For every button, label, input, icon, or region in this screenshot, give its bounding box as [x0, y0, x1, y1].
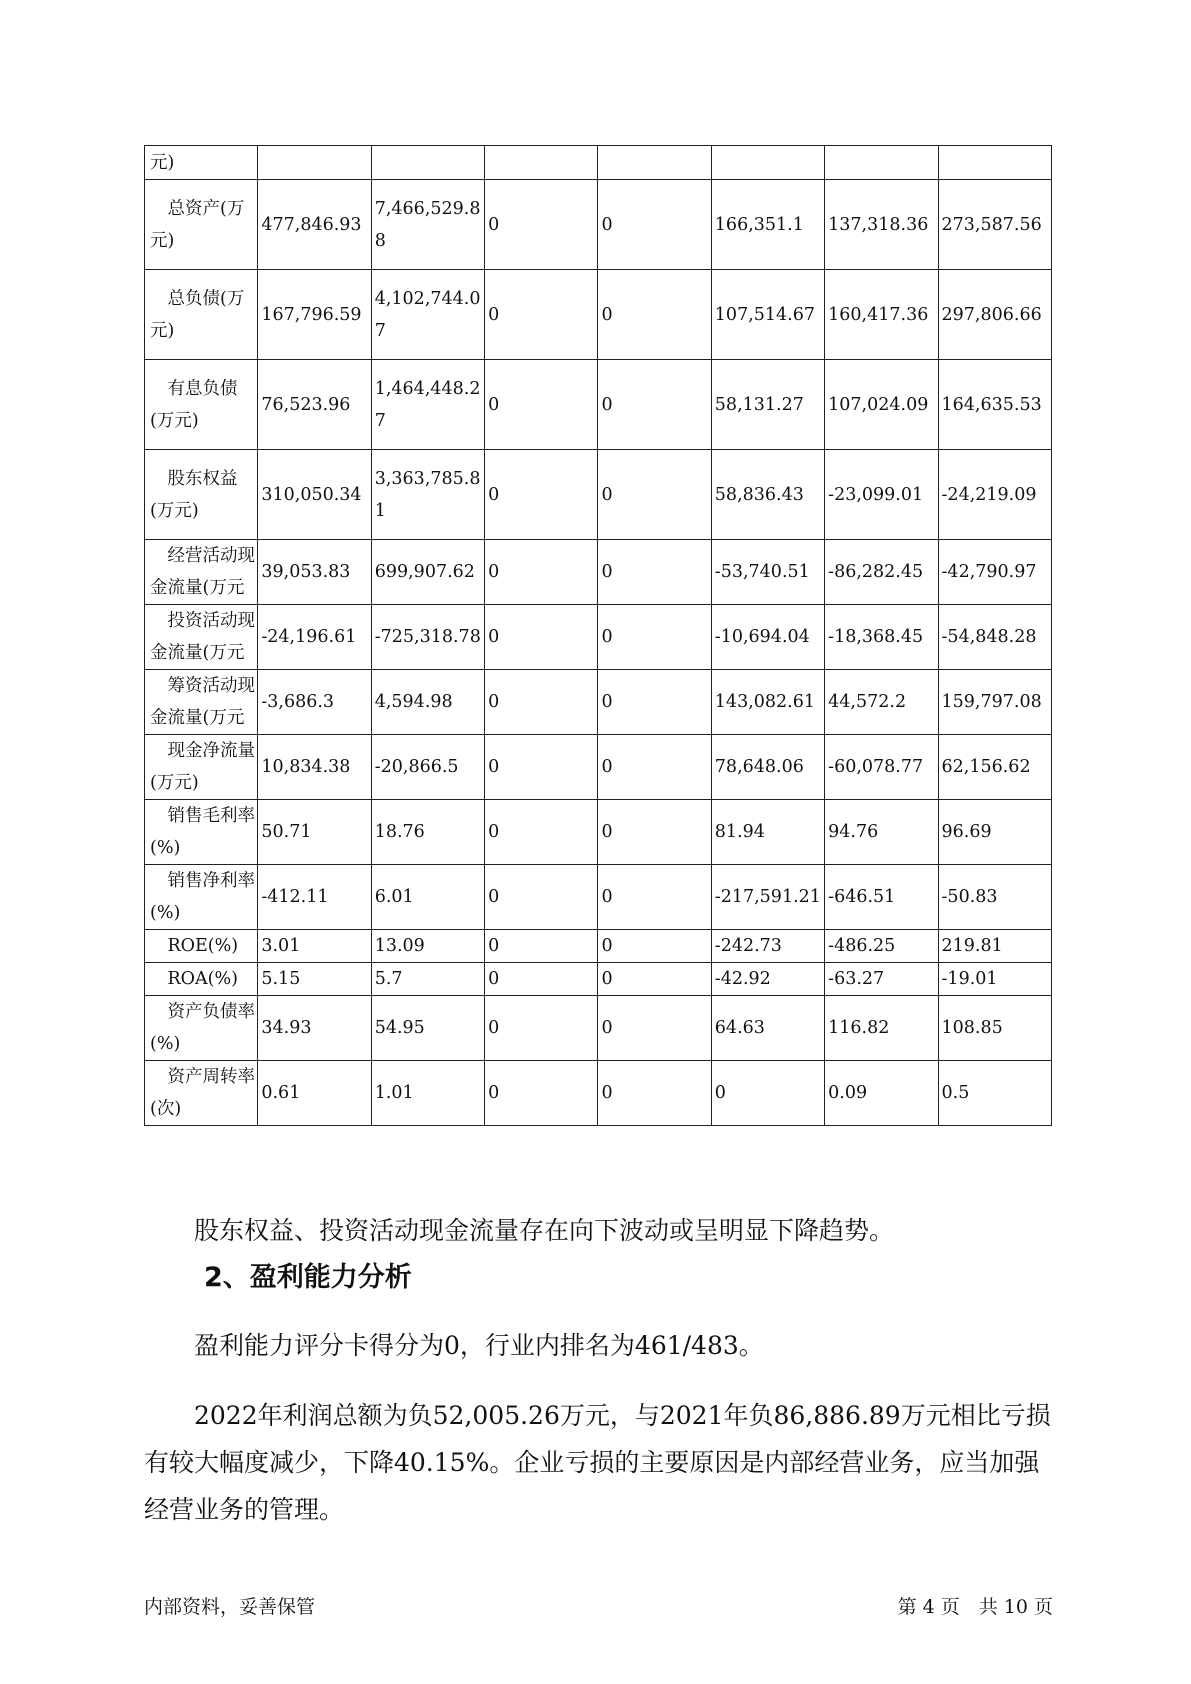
- table-row: [145, 270, 1052, 360]
- table-cell: [938, 146, 1051, 180]
- paragraph-profit: 2022年利润总额为负52,005.26万元，与2021年负86,886.89万元相比亏损有较大幅度减少，下降40.15%。企业亏损的主要原因是内部经营业务，应当加强经营业务的管理。: [144, 1401, 1051, 1524]
- row-label: 资产周转率(次): [145, 1061, 258, 1126]
- row-label: 总资产(万元): [145, 180, 258, 270]
- table-cell: 54.95: [371, 996, 484, 1061]
- table-cell: 10,834.38: [258, 735, 371, 800]
- table-cell: 159,797.08: [938, 670, 1051, 735]
- row-label: ROA(%): [145, 963, 258, 996]
- row-label: 总负债(万元): [145, 270, 258, 360]
- table-cell: 0: [485, 865, 598, 930]
- table-cell: [371, 146, 484, 180]
- table-cell: 699,907.62: [371, 540, 484, 605]
- table-cell: -50.83: [938, 865, 1051, 930]
- row-label: 销售毛利率(%): [145, 800, 258, 865]
- footer-page-number: 第 4 页 共 10 页: [897, 1596, 1053, 1618]
- row-label: 资产负债率(%): [145, 996, 258, 1061]
- table-cell: 5.15: [258, 963, 371, 996]
- table-cell: 0: [598, 670, 711, 735]
- table-cell: 107,514.67: [711, 270, 824, 360]
- paragraph-trend: 股东权益、投资活动现金流量存在向下波动或呈明显下降趋势。: [194, 1216, 895, 1245]
- table-cell: 273,587.56: [938, 180, 1051, 270]
- table-cell: [711, 146, 824, 180]
- table-cell: 96.69: [938, 800, 1051, 865]
- table-row: [145, 450, 1052, 540]
- table-cell: 0: [711, 1061, 824, 1126]
- table-cell: 0: [598, 270, 711, 360]
- table-cell: 3.01: [258, 930, 371, 963]
- table-cell: -18,368.45: [825, 605, 938, 670]
- row-label: 投资活动现金流量(万元: [145, 605, 258, 670]
- table-cell: 44,572.2: [825, 670, 938, 735]
- table-cell: 310,050.34: [258, 450, 371, 540]
- table-cell: 116.82: [825, 996, 938, 1061]
- table-cell: 0: [485, 996, 598, 1061]
- table-cell: 1,464,448.27: [371, 360, 484, 450]
- table-cell: 0: [485, 360, 598, 450]
- table-row: [145, 865, 1052, 930]
- table-cell: -20,866.5: [371, 735, 484, 800]
- table-cell: -86,282.45: [825, 540, 938, 605]
- table-cell: -42.92: [711, 963, 824, 996]
- table-cell: 137,318.36: [825, 180, 938, 270]
- table-cell: [598, 146, 711, 180]
- table-cell: -10,694.04: [711, 605, 824, 670]
- table-cell: 0: [485, 930, 598, 963]
- table-cell: 0: [598, 360, 711, 450]
- table-cell: -725,318.78: [371, 605, 484, 670]
- table-row: [145, 146, 1052, 180]
- table-cell: 34.93: [258, 996, 371, 1061]
- table-cell: -24,196.61: [258, 605, 371, 670]
- table-cell: -19.01: [938, 963, 1051, 996]
- table-cell: 64.63: [711, 996, 824, 1061]
- row-label: 股东权益(万元): [145, 450, 258, 540]
- table-cell: 164,635.53: [938, 360, 1051, 450]
- table-cell: -242.73: [711, 930, 824, 963]
- table-cell: 0: [598, 963, 711, 996]
- table-cell: 219.81: [938, 930, 1051, 963]
- section-heading: 2、盈利能力分析: [204, 1262, 412, 1293]
- table-row: [145, 605, 1052, 670]
- table-cell: 58,131.27: [711, 360, 824, 450]
- table-cell: -53,740.51: [711, 540, 824, 605]
- table-cell: 0.09: [825, 1061, 938, 1126]
- row-label: 有息负债(万元): [145, 360, 258, 450]
- table-cell: 477,846.93: [258, 180, 371, 270]
- table-cell: 143,082.61: [711, 670, 824, 735]
- table-cell: 0: [485, 670, 598, 735]
- table-cell: -60,078.77: [825, 735, 938, 800]
- table-cell: -42,790.97: [938, 540, 1051, 605]
- row-label: 销售净利率(%): [145, 865, 258, 930]
- table-cell: 297,806.66: [938, 270, 1051, 360]
- table-cell: 167,796.59: [258, 270, 371, 360]
- table-cell: 0.61: [258, 1061, 371, 1126]
- row-label: 现金净流量(万元): [145, 735, 258, 800]
- table-cell: 39,053.83: [258, 540, 371, 605]
- table-cell: -486.25: [825, 930, 938, 963]
- table-row: [145, 180, 1052, 270]
- table-cell: 0: [598, 800, 711, 865]
- table-cell: 0: [598, 180, 711, 270]
- table-cell: 0: [485, 540, 598, 605]
- table-cell: 6.01: [371, 865, 484, 930]
- table-cell: 50.71: [258, 800, 371, 865]
- table-row: [145, 963, 1052, 996]
- table-cell: 0: [598, 450, 711, 540]
- row-label: 筹资活动现金流量(万元: [145, 670, 258, 735]
- table-cell: 1.01: [371, 1061, 484, 1126]
- table-cell: 4,594.98: [371, 670, 484, 735]
- table-cell: -3,686.3: [258, 670, 371, 735]
- table-cell: [258, 146, 371, 180]
- table-cell: 0: [598, 930, 711, 963]
- table-row: [145, 1061, 1052, 1126]
- table-cell: -646.51: [825, 865, 938, 930]
- table-cell: -63.27: [825, 963, 938, 996]
- table-cell: 166,351.1: [711, 180, 824, 270]
- table-row: [145, 360, 1052, 450]
- row-label: 经营活动现金流量(万元: [145, 540, 258, 605]
- table-cell: -23,099.01: [825, 450, 938, 540]
- table-row: [145, 670, 1052, 735]
- table-cell: 81.94: [711, 800, 824, 865]
- table-cell: 0: [598, 1061, 711, 1126]
- table-cell: 0: [485, 605, 598, 670]
- table-cell: 0: [598, 865, 711, 930]
- row-label: ROE(%): [145, 930, 258, 963]
- table-cell: 0: [598, 735, 711, 800]
- table-cell: 0: [598, 540, 711, 605]
- table-cell: 7,466,529.88: [371, 180, 484, 270]
- footer-confidential: 内部资料，妥善保管: [144, 1596, 316, 1618]
- paragraph-score: 盈利能力评分卡得分为0，行业内排名为461/483。: [194, 1331, 764, 1360]
- table-cell: 0: [485, 270, 598, 360]
- table-cell: 13.09: [371, 930, 484, 963]
- table-cell: 0: [598, 605, 711, 670]
- table-row: [145, 735, 1052, 800]
- table-cell: 76,523.96: [258, 360, 371, 450]
- table-cell: 4,102,744.07: [371, 270, 484, 360]
- table-cell: 0: [485, 450, 598, 540]
- table-cell: 94.76: [825, 800, 938, 865]
- table-cell: 107,024.09: [825, 360, 938, 450]
- table-row: [145, 800, 1052, 865]
- table-cell: 18.76: [371, 800, 484, 865]
- table-cell: -412.11: [258, 865, 371, 930]
- table-cell: [825, 146, 938, 180]
- table-cell: -54,848.28: [938, 605, 1051, 670]
- table-cell: 108.85: [938, 996, 1051, 1061]
- financial-table: [144, 145, 1052, 1126]
- table-row: [145, 540, 1052, 605]
- table-cell: 62,156.62: [938, 735, 1051, 800]
- table-cell: 58,836.43: [711, 450, 824, 540]
- table-cell: 0: [485, 735, 598, 800]
- table-row: [145, 930, 1052, 963]
- table-cell: 5.7: [371, 963, 484, 996]
- table-cell: 0: [598, 996, 711, 1061]
- table-cell: 78,648.06: [711, 735, 824, 800]
- row-label: 元): [145, 146, 258, 180]
- table-cell: 0: [485, 800, 598, 865]
- table-row: [145, 996, 1052, 1061]
- table-cell: 0.5: [938, 1061, 1051, 1126]
- table-cell: -217,591.21: [711, 865, 824, 930]
- table-cell: 0: [485, 963, 598, 996]
- table-cell: -24,219.09: [938, 450, 1051, 540]
- table-cell: 160,417.36: [825, 270, 938, 360]
- table-cell: 0: [485, 180, 598, 270]
- table-cell: [485, 146, 598, 180]
- table-cell: 0: [485, 1061, 598, 1126]
- table-cell: 3,363,785.81: [371, 450, 484, 540]
